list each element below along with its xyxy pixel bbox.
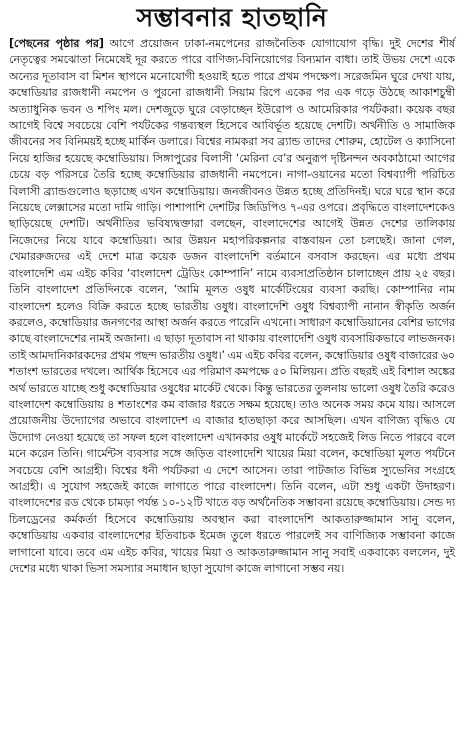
continuation-label: [পেছনের পৃষ্ঠার পর] — [9, 37, 104, 50]
article-body-text: আগে প্রয়োজন ঢাকা-নমপেনের রাজনৈতিক যোগাযোগ বৃদ্ধি। দুই দেশের শীর্ষ নেতৃত্বের সমঝোতা নিমেষেই দূর করতে পারে বাণিজ্য-বিনিয়োগের বিন্যমান বাধা। তাই উভয় দেশে একে অন্যের দূতাবাস বা মিশন স্থাপনে মনোযোগী হওয়াই হতে পারে প্রথম পদক্ষেপ। সরেজমিন ঘুরে দেখা যায়, কম্বোডিয়ার রাজধানী নমপেন ও পুরনো রাজধানী সিয়াম রিপে একের পর এক গড়ে উঠছে আকাশচুম্বী অত্যাধুনিক ভবন ও শপিং মল। দেশজুড়ে ঘুরে বেড়াচ্ছেন ইউরোপ ও আমেরিকার পর্যটকরা। কয়েক বছর আগেই বিশ্বে সবচেয়ে বেশি পর্যটকের গন্তব্যস্থল হিসেবে আবির্ভূত হয়েছে দেশটি। অর্থনীতি ও সামাজিক জীবনের সব বিনিময়ই হচ্ছে মার্কিন ডলারে। বিশ্বের নামকরা সব ব্র্যান্ড তাদের শোরুম, হোটেল ও ক্যাসিনো নিয়ে হাজির হয়েছে কম্বোডিয়ায়। সিঙ্গাপুরের বিলাসী ‘মেরিনা বে’র অনুরূপ দৃষ্টিনন্দন অবকাঠামো আগের চেয়ে বড় পরিসরে তৈরি হচ্ছে কম্বোডিয়ার রাজধানী নমপেনে। নাগা-ওয়ানের মতো বিশ্বব্যাপী পরিচিত বিলাসী ব্র্যান্ডগুলোও ছড়াচ্ছে এখন কম্বোডিয়ায়। জনজীবনও উন্নত হচ্ছে প্রতিদিনই। ঘরে ঘরে স্থান করে নিয়েছে লেক্সাসের মতো দামি গাড়ি। পাশাপাশি দেশটির জিডিপিও ৭-এর ওপরে। প্রবৃদ্ধিতে বাংলাদেশকেও ছাড়িয়েছে দেশটি। অর্থনীতির ভবিষ্যদ্বক্তারা বলছেন, বাংলাদেশের আগেই উন্নত দেশের তালিকায় নিজেদের নিয়ে যাবে কম্বোডিয়া। আর উন্নয়ন মহাপরিকল্পনার বাস্তবায়ন তো চলছেই। জানা গেল, খেমাররুজদের এই দেশে মাত্র কয়েক ডজন বাংলাদেশি বর্তমানে বসবাস করছেন। এর মধ্যে প্রথম বাংলাদেশি এম এইচ কবির ‘বাংলাদেশ ট্রেডিং কোম্পানি’ নামে ব্যবসাপ্রতিষ্ঠান চালাচ্ছেন প্রায় ২৫ বছর। তিনি বাংলাদেশ প্রতিদিনকে বলেন, ‘আমি মূলত ওষুধ মার্কেটিংয়ের ব্যবসা করছি। কোম্পানির নাম বাংলাদেশ হলেও বিক্রি করতে হচ্ছে ভারতীয় ওষুধ। বাংলাদেশি ওষুধ বিশ্বব্যাপী নানান স্বীকৃতি অর্জন করলেও, কম্বোডিয়ার জনগণের আস্থা অর্জন করতে পারেনি এখনো। সাধারণ কম্বোডিয়ানের বেশির ভাগের কাছে বাংলাদেশের নামই অজানা। এ ছাড়া দূতাবাস না থাকায় বাংলাদেশি ওষুধ ব্যবসায়িকভাবে লাভজনক। তাই আমদানিকারকদের প্রথম পছন্দ ভারতীয় ওষুধ।’ এম এইচ কবির বলেন, কম্বোডিয়ার ওষুধ বাজারের ৬০ শতাংশ ভারতের দখলে। আর্থিক হিসেবে এর পরিমাণ কমপক্ষে ৫০ মিলিয়ন। প্রতি বছরই এই বিশাল অঙ্কের অর্থ ভারতে যাচ্ছে শুধু কম্বোডিয়ার ওষুধের মার্কেট থেকে। কিন্তু ভারতের তুলনায় ভালো ওষুধ তৈরি করেও বাংলাদেশ কম্বোডিয়ায় ৪ শতাংশের কম বাজার ধরতে সক্ষম হয়েছে। তাও অনেক সময় কমে যায়। আসলে প্রয়োজনীয় উদ্যোগের অভাবে বাংলাদেশ এ বাজার হাতছাড়া করে আসছিল। এখন বাণিজ্য বৃদ্ধিও যে উদ্যোগ নেওয়া হয়েছে তা সফল হলে বাংলাদেশ এখানকার ওষুধ মার্কেটে সহজেই লিড নিতে পারবে বলে মনে করেন তিনি। গার্মেন্টস ব্যবসার সঙ্গে জড়িত বাংলাদেশি খায়ের মিয়া বলেন, কম্বোডিয়া মূলত পর্যটনে সবচেয়ে বেশি আগ্রহী। বিশ্বের ধনী পর্যটকরা এ দেশে আসেন। তারা পাটজাত বিভিন্ন স্যুভেনির সংগ্রহে আগ্রহী। এ সুযোগ সহজেই কাজে লাগাতে পারে বাংলাদেশ। তিনি বলেন, এটা শুধু একটা উদাহরণ। বাংলাদেশের রড থেকে চামড়া পর্যন্ত ১০-১২টি খাতে বড় অর্থনৈতিক সম্ভাবনা রয়েছে কম্বোডিয়ায়। সেন্ড দ্য চিলড্রেনের কর্মকর্তা হিসেবে কম্বোডিয়ায় অবস্থান করা বাংলাদেশি আকতারুজ্জামান সানু বলেন, কম্বোডিয়ায় একবার বাংলাদেশের ইতিবাচক ইমেজ তুলে ধরতে পারলেই সব বাণিজ্যিক সম্ভাবনা কাজে লাগানো যাবে। তবে এম এইচ কবির, খায়ের মিয়া ও আকতারুজ্জামান সানু সবাই একবাক্যে বললেন, দুই দেশের মধ্যে থাকা ভিসা সমস্যার সমাধান ছাড়া সুযোগ কাজে লাগানো সম্ভব নয়। — [9, 37, 455, 575]
article-headline: সম্ভাবনার হাতছানি — [136, 3, 328, 32]
article-body — [9, 36, 455, 577]
